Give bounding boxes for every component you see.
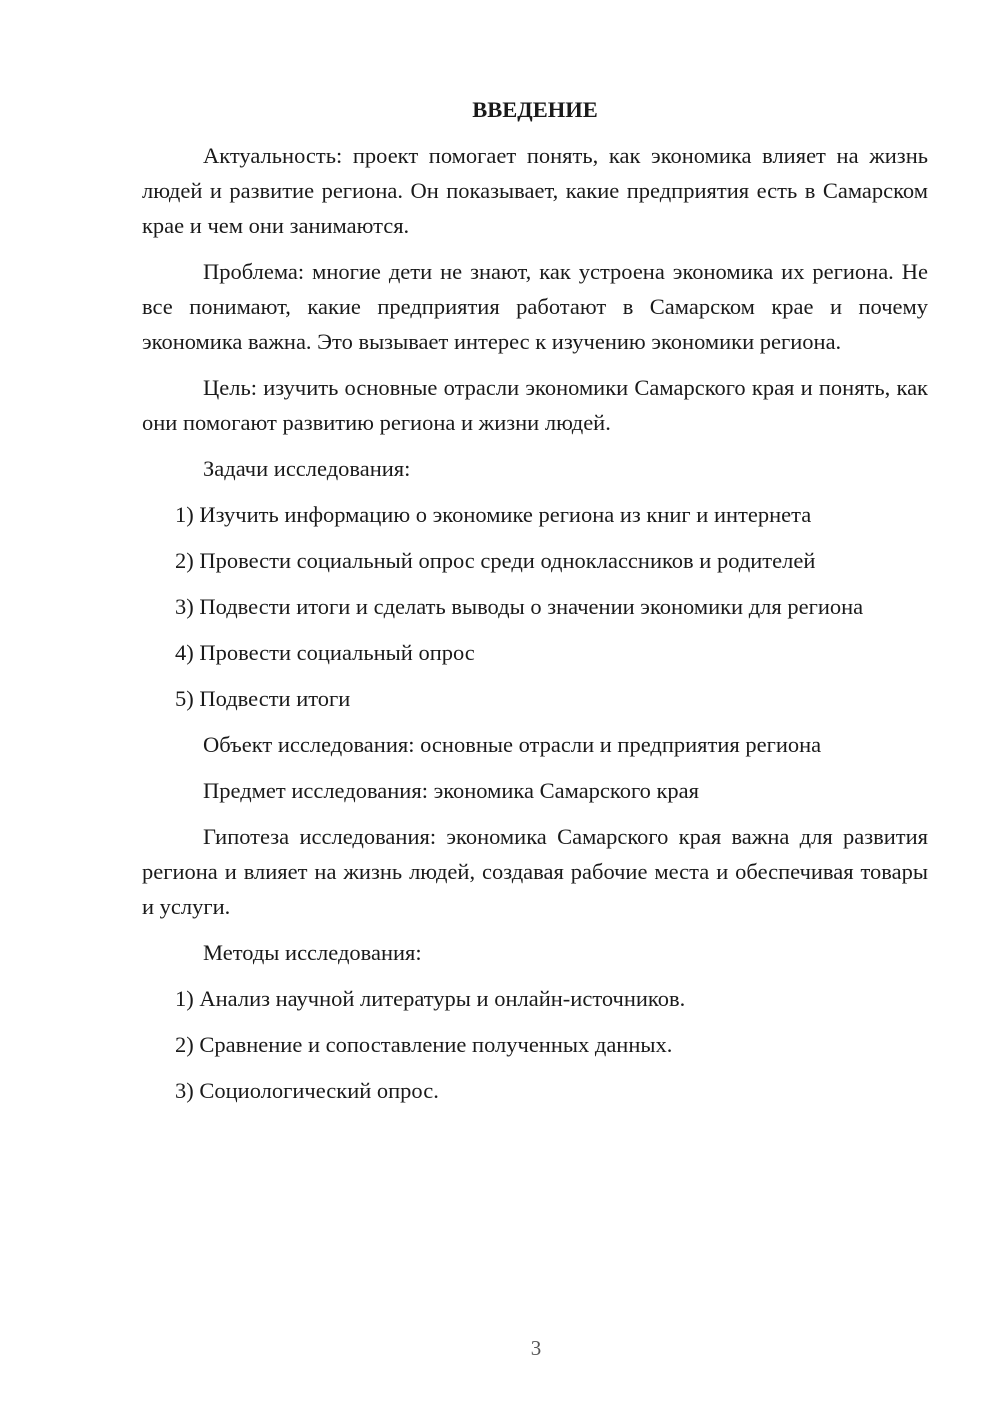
task-item: 3) Подвести итоги и сделать выводы о значении экономики для региона <box>175 594 864 619</box>
method-item: 2) Сравнение и сопоставление полученных данных. <box>175 1032 673 1057</box>
task-item: 1) Изучить информацию о экономике региона из книг и интернета <box>175 502 812 527</box>
task-item: 2) Провести социальный опрос среди одноклассников и родителей <box>175 548 816 573</box>
task-item: 4) Провести социальный опрос <box>175 640 475 665</box>
goal-paragraph: Цель: изучить основные отрасли экономики Самарского края и понять, как они помогают развитию региона и жизни людей. <box>142 375 928 435</box>
relevance-paragraph: Актуальность: проект помогает понять, как экономика влияет на жизнь людей и развитие региона. Он показывает, какие предприятия есть в Самарском крае и чем они занимаются. <box>142 143 928 238</box>
object-paragraph: Объект исследования: основные отрасли и предприятия региона <box>203 732 822 757</box>
method-item: 1) Анализ научной литературы и онлайн-источников. <box>175 986 686 1011</box>
page-number: 3 <box>530 1336 542 1360</box>
tasks-label: Задачи исследования: <box>203 456 411 481</box>
document-body <box>142 92 928 1119</box>
subject-paragraph: Предмет исследования: экономика Самарского края <box>203 778 700 803</box>
hypothesis-paragraph: Гипотеза исследования: экономика Самарского края важна для развития региона и влияет на жизнь людей, создавая рабочие места и обеспечивая товары и услуги. <box>142 824 928 919</box>
task-item: 5) Подвести итоги <box>175 686 351 711</box>
problem-paragraph: Проблема: многие дети не знают, как устроена экономика их региона. Не все понимают, какие предприятия работают в Самарском крае и почему экономика важна. Это вызывает интерес к изучению экономики региона. <box>142 259 928 354</box>
section-heading: ВВЕДЕНИЕ <box>472 97 598 122</box>
method-item: 3) Социологический опрос. <box>175 1078 439 1103</box>
methods-label: Методы исследования: <box>203 940 422 965</box>
